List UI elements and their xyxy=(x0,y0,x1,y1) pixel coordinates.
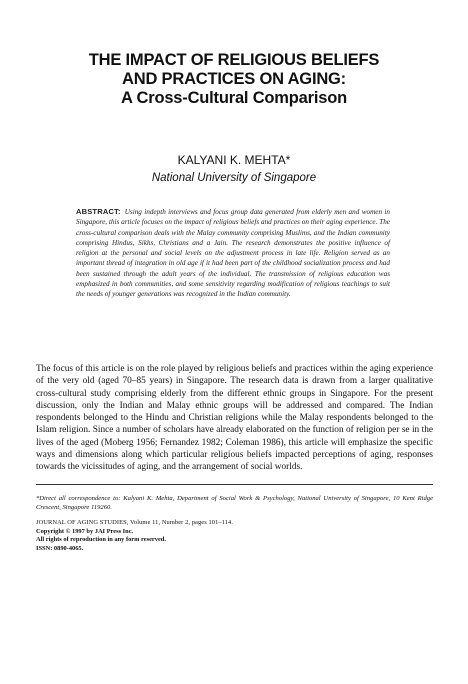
title-subtitle: A Cross-Cultural Comparison xyxy=(121,89,347,107)
correspondence-footnote: *Direct all correspondence to: Kalyani K. Mehta, Department of Social Work & Psychology, National University of Singapore, 10 Kent Ridge Crescent, Singapore 119260. xyxy=(36,495,433,511)
publication-info xyxy=(36,519,433,553)
title-line-2: AND PRACTICES ON AGING: xyxy=(122,70,346,88)
issn: ISSN: 0890-4065. xyxy=(36,544,84,552)
author-affiliation: National University of Singapore xyxy=(151,172,317,184)
author-name: KALYANI K. MEHTA* xyxy=(177,153,291,167)
rights-notice: All rights of reproduction in any form reserved. xyxy=(36,536,166,543)
journal-citation: JOURNAL OF AGING STUDIES, Volume 11, Number 2, pages 101–114. xyxy=(36,519,234,526)
abstract-text: Using indepth interviews and focus group data generated from elderly men and women in Singapore, this article focuses on the impact of religious beliefs and practices on their aging experience. The cross-cultural comparison deals with the Malay community comprising Muslims, and the Indian community comprising Hindus, Sikhs, Christians and a Jain. The research demonstrates the positive influence of religion at the personal and social levels on the adjustment process in late life. Religion served as an important thread of integration in old age if it had been part of the childhood socialization process and had been sustained through the adult years of the individual. The transmission of religious education was emphasized in both communities, and some sensitivity regarding modification of religious teachings to suit the needs of younger generations was recognized in the Indian community. xyxy=(76,208,390,299)
footnote-divider xyxy=(36,484,433,485)
copyright-notice: Copyright © 1997 by JAI Press Inc. xyxy=(36,527,134,535)
title-line-1: THE IMPACT OF RELIGIOUS BELIEFS xyxy=(88,51,380,69)
abstract-label: ABSTRACT: xyxy=(76,207,121,216)
body-paragraph: The focus of this article is on the role played by religious beliefs and practices within the aging experience of the very old (aged 70–85 years) in Singapore. The research data is drawn from a larger qualitative cross-cultural study comprising elderly from the different ethnic groups in Singapore. For the present discussion, only the Indian and Malay ethnic groups will be addressed and compared. The Indian respondents belonged to the Hindu and Christian religions while the Malay respondents belonged to the Islam religion. Since a number of scholars have already elaborated on the function of religion per se in the lives of the aged (Moberg 1956; Fernandez 1982; Coleman 1986), this article will emphasize the specific ways and dimensions along which particular religious beliefs impacted perceptions of aging, responses towards the vicissitudes of aging, and the arrangement of social worlds. xyxy=(36,364,433,473)
abstract xyxy=(76,207,390,300)
article-title xyxy=(40,51,428,108)
